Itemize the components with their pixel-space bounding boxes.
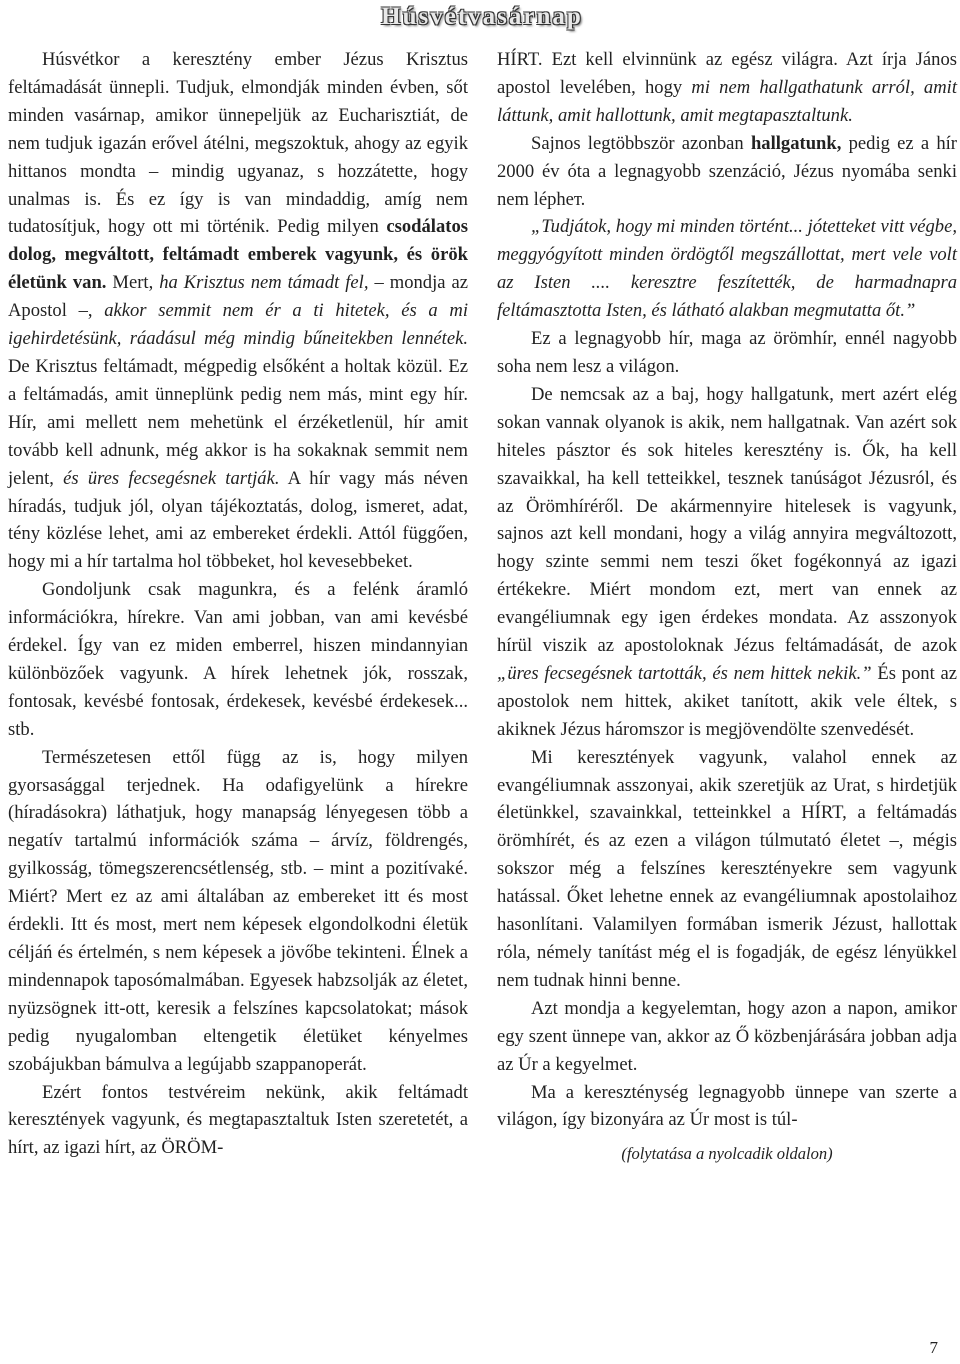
text-run: pedig ez a hír 2000 év óta a legnagyobb szenzáció, Jézus nyomába senki nem lépheт. — [497, 132, 957, 210]
bold-text: csodálatos dolog, megváltott, feltámadt emberek vagyunk, és örök életünk van. — [8, 216, 468, 294]
italic-text: „Tudjátok, hogy mi minden történt... jótetteket vitt végbe, meggyógyított minden ördögtől megszállottat, mert vele volt az Isten .... keresztre feszítették, de harmadnapra feltámasztotta Isten, és látható alakban megmutatta őt.” — [497, 216, 957, 322]
paragraph — [497, 130, 957, 214]
italic-text: mi nem hallgathatunk arról, amit láttunk, amit hallottunk, amit megtapasztaltunk. — [497, 76, 957, 126]
right-column — [497, 46, 957, 1168]
text-run: A hír vagy más néven híradás, tudjuk jól, olyan tájékoztatás, dolog, ismeret, adat, tény közlése lehet, ami az embereket érdekli. Attól függően, hogy mi a hír tartalma hol többeket, hol kevesebbeket. — [8, 467, 468, 573]
italic-text: és üres fecsegésnek tartják. — [63, 467, 280, 489]
text-run: Mert, — [106, 272, 160, 294]
paragraph — [497, 995, 957, 1079]
text-run: De Krisztus feltámadt, mégpedig elsőként a holtak közül. Ez a feltámadás, amit ünneplünk pedig nem más, mint egy hír. Hír, ami mellett nem mehetünk el érzéketlenül, hír amit tovább kell adnunk, még akkor is ha sokaknak semmit nem jelent, — [8, 355, 468, 489]
continued-note: (folytatása a nyolcadik oldalon) — [621, 1144, 833, 1164]
text-run: Húsvétkor a keresztény ember Jézus Krisztus feltámadását ünnepli. Tudjuk, elmondják minden évben, sőt minden vasárnap, amikor ünnepeljük az Eucharisztiát, de nem tudjuk igazán erővel átélni, megszoktuk, ahogy az egyik hittanos mondta – mindig ugyanaz, s hozzátette, hogy unalmas is. És ez így is van mindaddig, amíg nem tudatosítjuk, hogy ott mi történik. Pedig milyen — [8, 49, 468, 238]
text-run: Természetesen ettől függ az is, hogy milyen gyorsasággal terjednek. Ha odafigyelünk a hírekre (híradásokra) láthatjuk, hogy manapság lényegesen több a negatív tartalmú információk száma – árvíz, földrengés, gyilkosság, tömegszerencsétlenség, stb. – mint a pozitívaké. Miért? Mert ez az ami általában az embereket itt és most érdekli. Itt és most, mert nem képesek elgondolkodni életük céljáń és értelmén, s nem képesek a jövőbe tekinteni. Élnek a mindennapok taposómalmában. Egyesek habzsolják az életet, nyüzsögnek itt-ott, keresik a felszínes kapcsolatokat; mások pedig nyugalomban eltengetik életüket kényelmes szobájukban bámulva a legújabb szappanoperát. — [8, 746, 468, 1075]
text-run: Ma a kereszténység legnagyobb ünnepe van szerte a világon, így bizonyára az Úr most is túl- — [497, 1081, 957, 1131]
page-title: Húsvétvasárnap — [381, 3, 583, 30]
text-run: Sajnos legtöbbször azonban — [531, 132, 751, 154]
italic-text: ha Krisztus nem támadt fel, — [159, 272, 369, 294]
paragraph — [8, 1079, 468, 1163]
page-number: 7 — [929, 1338, 938, 1357]
text-run: És pont az apostolok nem hittek, akiket tanított, akik vele éltek, s akiknek Jézus háromszor is megjövendölte szenvedését. — [497, 662, 957, 740]
paragraph — [497, 46, 957, 130]
paragraph — [497, 213, 957, 325]
text-run: HÍRT. Ezt kell elvinnünk az egész világra. Azt írja János apostol levelében, hogy — [497, 49, 957, 98]
paragraph — [497, 381, 957, 744]
paragraph — [8, 576, 468, 743]
text-run: Azt mondja a kegyelemtan, hogy azon a napon, amikor egy szent ünnepe van, akkor az Ő közbenjárására jobban adja az Úr a kegyelmet. — [497, 997, 957, 1075]
italic-text: „üres fecsegésnek tartották, és nem hittek nekik.” — [497, 662, 872, 684]
text-run: Mi keresztények vagyunk, valahol ennek az evangéliumnak asszonyai, akik szeretjük az Urat, s hirdetjük életünkkel, szavainkkal, tetteinkkel a HÍRT, a feltámadás örömhírét, és az ezen a világon túlmutató életet –, mégis sokszor még a felszínes keresztényekre sem vagyunk hatással. Őket lehetne ennek az evangéliumnak apostolaihoz hasonlítani. Valamilyen formában ismerik Jézust, hallottak róla, némely tanítást még el is fogadják, de egész lényükkel nem tudnak hinni benne. — [497, 746, 957, 991]
paragraph — [8, 46, 468, 576]
text-run: Ez a legnagyobb hír, maga az örömhír, ennél nagyobb soha nem lesz a világon. — [497, 328, 957, 377]
paragraph — [497, 1079, 957, 1135]
text-run: Ezért fontos testvéreim nekünk, akik feltámadt keresztények vagyunk, és megtapasztaltuk Isten szeretetét, a hírt, az igazi hírt, az ÖRÖM- — [8, 1081, 468, 1159]
text-run: – mondja az Apostol –, — [8, 272, 468, 322]
paragraph — [8, 744, 468, 1079]
paragraph — [497, 744, 957, 995]
italic-text: akkor semmit nem ér a ti hitetek, és a mi igehirdetésünk, ráadásul még mindig bűneitekben lennétek. — [8, 300, 468, 350]
bold-text: hallgatunk, — [750, 132, 842, 154]
left-column — [8, 46, 468, 1162]
paragraph — [497, 325, 957, 381]
text-run: Gondoljunk csak magunkra, és a felénk áramló információkra, hírekre. Van ami jobban, van ami kevésbé érdekel. Így van ez miden emberrel, hiszen mindannyian különbözőek vagyunk. A hírek lehetnek jók, rosszak, fontosak, kevésbé fontosak, érdekesek, kevésbé érdekesek... stb. — [8, 579, 468, 740]
text-run: De nemcsak az a baj, hogy hallgatunk, mert azért elég sokan vannak olyanok is akik, nem hallgatnak. Van azért sok hiteles pásztor és sok hiteles keresztény is. Ők, ha kell szavaikkal, ha kell tetteikkel, tesznek tanúságot Jézusról, és az Örömhíréről. De akármennyire hitelesek is vagyunk, sajnos azt kell mondani, hogy a világ annyira megváltozott, hogy szinte semmi nem teszi őket fogékonnyá az igazi értékekre. Miért mondom ezt, mert van ennek az evangéliumnak egy igen érdekes mondata. Az asszonyok hírül viszik az apostoloknak Jézus feltámadását, de azok — [497, 383, 957, 657]
